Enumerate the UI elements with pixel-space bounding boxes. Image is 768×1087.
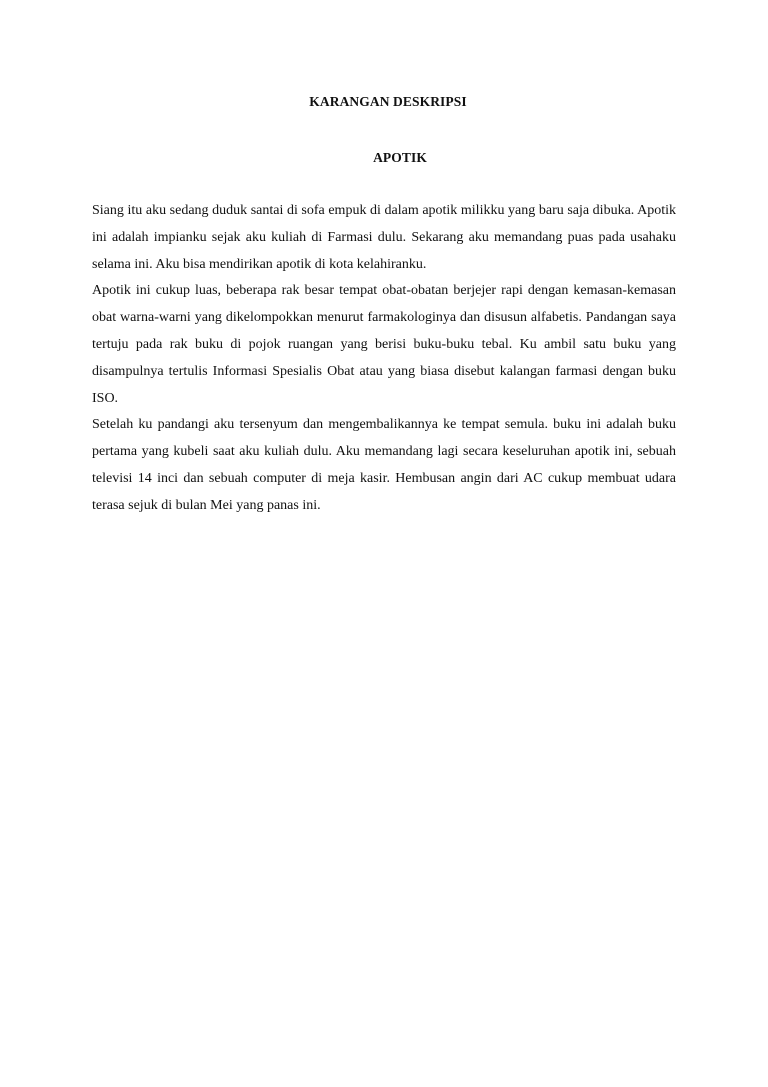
- paragraph-2: Apotik ini cukup luas, beberapa rak besar tempat obat-obatan berjejer rapi dengan kemasan-kemasan obat warna-warni yang dikelompokkan menurut farmakologinya dan disusun alfabetis. Pandangan saya tertuju pada rak buku di pojok ruangan yang berisi buku-buku tebal. Ku ambil satu buku yang disampulnya tertulis Informasi Spesialis Obat atau yang biasa disebut kalangan farmasi dengan buku ISO.: [92, 283, 676, 406]
- document-title: KARANGAN DESKRIPSI: [309, 94, 467, 109]
- paragraph-3: Setelah ku pandangi aku tersenyum dan mengembalikannya ke tempat semula. buku ini adalah buku pertama yang kubeli saat aku kuliah dulu. Aku memandang lagi secara keseluruhan apotik ini, sebuah televisi 14 inci dan sebuah computer di meja kasir. Hembusan angin dari AC cukup membuat udara terasa sejuk di bulan Mei yang panas ini.: [92, 417, 676, 513]
- document-body: [92, 198, 676, 520]
- paragraph-1: Siang itu aku sedang duduk santai di sofa empuk di dalam apotik milikku yang baru saja dibuka. Apotik ini adalah impianku sejak aku kuliah di Farmasi dulu. Sekarang aku memandang puas pada usahaku selama ini. Aku bisa mendirikan apotik di kota kelahiranku.: [92, 203, 676, 272]
- document-subtitle: APOTIK: [373, 150, 427, 165]
